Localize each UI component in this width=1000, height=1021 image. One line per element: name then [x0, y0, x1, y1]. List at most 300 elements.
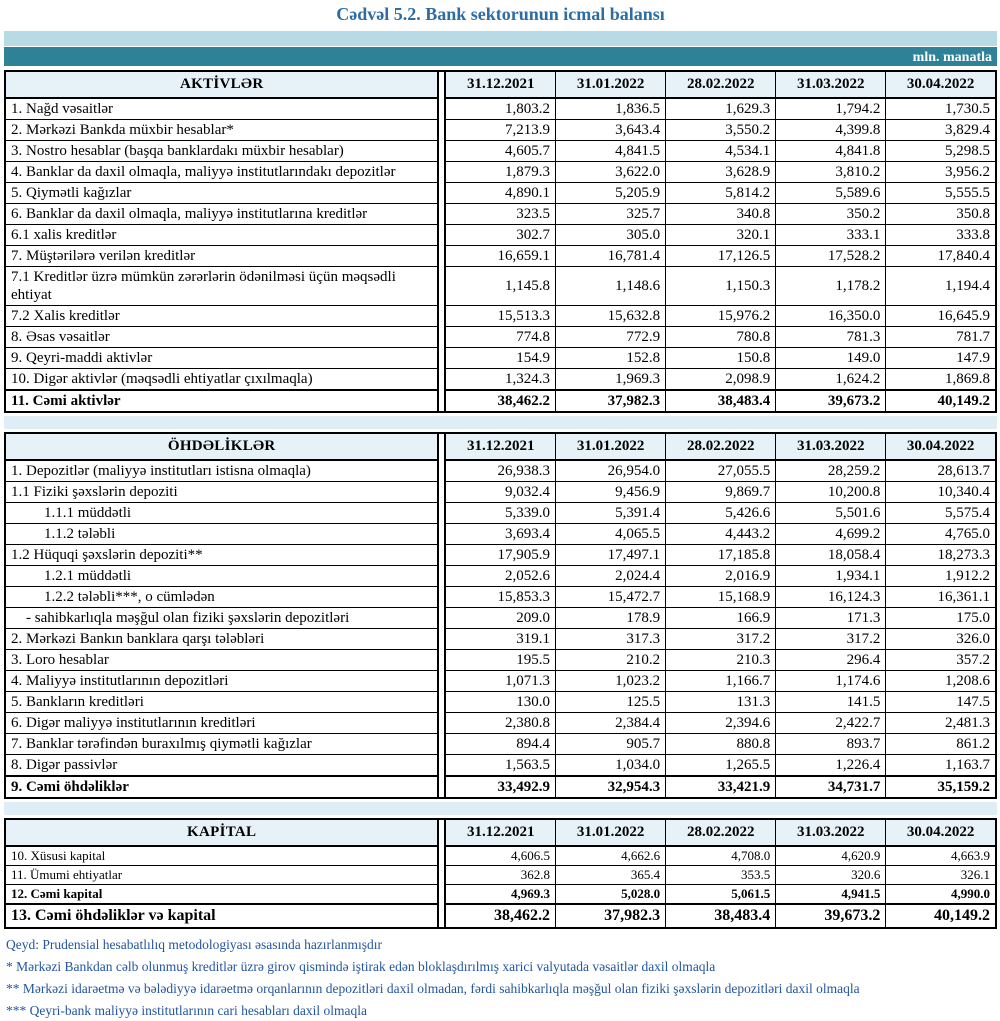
- value-cell: 15,976.2: [666, 306, 776, 327]
- value-cell: 38,483.4: [666, 904, 776, 928]
- value-cell: 16,645.9: [886, 306, 996, 327]
- value-cell: 5,814.2: [666, 183, 776, 204]
- footnote-line: *** Qeyri-bank maliyyə institutlarının cari hesabları daxil olmaqla: [6, 1002, 368, 1018]
- value-cell: 5,061.5: [666, 885, 776, 905]
- value-cell: 147.9: [886, 348, 996, 369]
- row-label: 12. Cəmi kapital: [5, 885, 438, 905]
- column-divider: [438, 306, 445, 327]
- table-row: [5, 524, 996, 545]
- row-label: 6. Digər maliyyə institutlarının kreditləri: [5, 713, 438, 734]
- value-cell: 305.0: [556, 225, 666, 246]
- table-row: [5, 369, 996, 391]
- value-cell: 17,840.4: [886, 246, 996, 267]
- value-cell: 17,497.1: [556, 545, 666, 566]
- value-cell: 1,869.8: [886, 369, 996, 391]
- value-cell: 154.9: [445, 348, 555, 369]
- value-cell: 15,853.3: [445, 587, 555, 608]
- row-label: 4. Banklar da daxil olmaqla, maliyyə institutlarındakı depozitlər: [5, 162, 438, 183]
- value-cell: 1,034.0: [556, 755, 666, 777]
- value-cell: 1,145.8: [445, 267, 555, 306]
- row-label: 1.1.2 tələbli: [5, 524, 438, 545]
- row-label: 1.2 Hüquqi şəxslərin depoziti**: [5, 545, 438, 566]
- table-row: [5, 755, 996, 777]
- column-divider: [438, 327, 445, 348]
- column-divider: [438, 246, 445, 267]
- table-row: [5, 503, 996, 524]
- value-cell: 325.7: [556, 204, 666, 225]
- column-divider: [438, 225, 445, 246]
- row-label: 5. Qiymətli kağızlar: [5, 183, 438, 204]
- row-label: 1.2.1 müddətli: [5, 566, 438, 587]
- value-cell: 1,836.5: [556, 98, 666, 120]
- value-cell: 5,426.6: [666, 503, 776, 524]
- value-cell: 4,969.3: [445, 885, 555, 905]
- value-cell: 4,765.0: [886, 524, 996, 545]
- value-cell: 3,693.4: [445, 524, 555, 545]
- section-header-row: [5, 433, 996, 460]
- table-row: [5, 608, 996, 629]
- table-row: [5, 267, 996, 306]
- value-cell: 1,023.2: [556, 671, 666, 692]
- value-cell: 131.3: [666, 692, 776, 713]
- column-divider: [438, 608, 445, 629]
- value-cell: 5,501.6: [776, 503, 886, 524]
- table-row: [5, 390, 996, 412]
- date-column-header: 28.02.2022: [666, 71, 776, 98]
- date-column-header: 28.02.2022: [666, 819, 776, 846]
- value-cell: 1,194.4: [886, 267, 996, 306]
- value-cell: 3,810.2: [776, 162, 886, 183]
- section-table-ohdelikler: [4, 432, 997, 799]
- value-cell: 5,391.4: [556, 503, 666, 524]
- value-cell: 4,606.5: [445, 846, 555, 866]
- value-cell: 26,938.3: [445, 460, 555, 482]
- section-table-aktivler: [4, 70, 997, 413]
- value-cell: 3,643.4: [556, 120, 666, 141]
- date-column-header: 31.01.2022: [556, 819, 666, 846]
- column-divider: [438, 545, 445, 566]
- page-title: Cədvəl 5.2. Bank sektorunun icmal balansı: [336, 4, 665, 24]
- table-row: [5, 904, 996, 928]
- value-cell: 772.9: [556, 327, 666, 348]
- value-cell: 362.8: [445, 866, 555, 885]
- column-divider: [438, 671, 445, 692]
- section-divider: [4, 802, 997, 815]
- date-column-header: 31.01.2022: [556, 433, 666, 460]
- value-cell: 39,673.2: [776, 390, 886, 412]
- row-label: 10. Xüsusi kapital: [5, 846, 438, 866]
- footnote-line: ** Mərkəzi idarəetmə və bələdiyyə idarəetmə orqanlarının depozitləri daxil olmadan, fərdi sahibkarlıqla məşğul olan fiziki şəxslərin depozitləri daxil olmaqla: [6, 980, 860, 996]
- value-cell: 9,869.7: [666, 482, 776, 503]
- value-cell: 3,829.4: [886, 120, 996, 141]
- table-row: [5, 587, 996, 608]
- value-cell: 39,673.2: [776, 904, 886, 928]
- value-cell: 15,168.9: [666, 587, 776, 608]
- row-label: 5. Bankların kreditləri: [5, 692, 438, 713]
- value-cell: 1,071.3: [445, 671, 555, 692]
- value-cell: 210.3: [666, 650, 776, 671]
- value-cell: 4,065.5: [556, 524, 666, 545]
- value-cell: 5,339.0: [445, 503, 555, 524]
- value-cell: 323.5: [445, 204, 555, 225]
- row-label: 3. Nostro hesablar (başqa banklardakı müxbir hesablar): [5, 141, 438, 162]
- column-divider: [438, 503, 445, 524]
- section-table-kapital: [4, 818, 997, 929]
- value-cell: 780.8: [666, 327, 776, 348]
- table-row: [5, 460, 996, 482]
- row-label: 8. Əsas vəsaitlər: [5, 327, 438, 348]
- value-cell: 4,990.0: [886, 885, 996, 905]
- value-cell: 340.8: [666, 204, 776, 225]
- row-label: 4. Maliyyə institutlarının depozitləri: [5, 671, 438, 692]
- column-divider: [438, 755, 445, 777]
- value-cell: 4,708.0: [666, 846, 776, 866]
- value-cell: 209.0: [445, 608, 555, 629]
- value-cell: 15,513.3: [445, 306, 555, 327]
- table-row: [5, 671, 996, 692]
- row-label: 11. Cəmi aktivlər: [5, 390, 438, 412]
- column-divider: [438, 587, 445, 608]
- table-row: [5, 246, 996, 267]
- value-cell: 1,226.4: [776, 755, 886, 777]
- value-cell: 40,149.2: [886, 904, 996, 928]
- value-cell: 1,730.5: [886, 98, 996, 120]
- report-page: [4, 4, 997, 1021]
- date-column-header: 31.03.2022: [776, 433, 886, 460]
- row-label: 9. Cəmi öhdəliklər: [5, 776, 438, 798]
- value-cell: 5,298.5: [886, 141, 996, 162]
- column-divider: [438, 866, 445, 885]
- value-cell: 175.0: [886, 608, 996, 629]
- value-cell: 38,483.4: [666, 390, 776, 412]
- value-cell: 317.2: [776, 629, 886, 650]
- value-cell: 16,659.1: [445, 246, 555, 267]
- value-cell: 1,166.7: [666, 671, 776, 692]
- value-cell: 319.1: [445, 629, 555, 650]
- column-divider: [438, 819, 445, 846]
- value-cell: 1,148.6: [556, 267, 666, 306]
- column-divider: [438, 776, 445, 798]
- value-cell: 5,589.6: [776, 183, 886, 204]
- value-cell: 152.8: [556, 348, 666, 369]
- row-label: 9. Qeyri-maddi aktivlər: [5, 348, 438, 369]
- value-cell: 37,982.3: [556, 904, 666, 928]
- table-row: [5, 327, 996, 348]
- section-divider: [4, 416, 997, 429]
- column-divider: [438, 904, 445, 928]
- value-cell: 195.5: [445, 650, 555, 671]
- value-cell: 5,575.4: [886, 503, 996, 524]
- section-header-row: [5, 71, 996, 98]
- column-divider: [438, 885, 445, 905]
- value-cell: 1,324.3: [445, 369, 555, 391]
- table-row: [5, 846, 996, 866]
- date-column-header: 28.02.2022: [666, 433, 776, 460]
- value-cell: 130.0: [445, 692, 555, 713]
- table-row: [5, 566, 996, 587]
- row-label: 7. Müştərilərə verilən kreditlər: [5, 246, 438, 267]
- value-cell: 2,481.3: [886, 713, 996, 734]
- value-cell: 320.6: [776, 866, 886, 885]
- table-row: [5, 141, 996, 162]
- value-cell: 26,954.0: [556, 460, 666, 482]
- value-cell: 357.2: [886, 650, 996, 671]
- value-cell: 16,124.3: [776, 587, 886, 608]
- date-column-header: 30.04.2022: [886, 71, 996, 98]
- table-row: [5, 162, 996, 183]
- value-cell: 1,150.3: [666, 267, 776, 306]
- value-cell: 38,462.2: [445, 904, 555, 928]
- value-cell: 4,605.7: [445, 141, 555, 162]
- value-cell: 894.4: [445, 734, 555, 755]
- value-cell: 38,462.2: [445, 390, 555, 412]
- column-divider: [438, 734, 445, 755]
- row-label: 2. Mərkəzi Bankın banklara qarşı tələbləri: [5, 629, 438, 650]
- value-cell: 1,912.2: [886, 566, 996, 587]
- value-cell: 302.7: [445, 225, 555, 246]
- section-header: KAPİTAL: [5, 819, 438, 846]
- row-label: 10. Digər aktivlər (məqsədli ehtiyatlar çıxılmaqla): [5, 369, 438, 391]
- value-cell: 16,781.4: [556, 246, 666, 267]
- column-divider: [438, 650, 445, 671]
- value-cell: 1,629.3: [666, 98, 776, 120]
- column-divider: [438, 369, 445, 391]
- section-header: AKTİVLƏR: [5, 71, 438, 98]
- column-divider: [438, 204, 445, 225]
- value-cell: 15,632.8: [556, 306, 666, 327]
- table-row: [5, 866, 996, 885]
- value-cell: 3,550.2: [666, 120, 776, 141]
- unit-label: mln. manatla: [912, 50, 992, 65]
- value-cell: 33,492.9: [445, 776, 555, 798]
- column-divider: [438, 433, 445, 460]
- value-cell: 1,174.6: [776, 671, 886, 692]
- table-row: [5, 306, 996, 327]
- table-row: [5, 482, 996, 503]
- row-label: 6. Banklar da daxil olmaqla, maliyyə institutlarına kreditlər: [5, 204, 438, 225]
- column-divider: [438, 460, 445, 482]
- column-divider: [438, 566, 445, 587]
- value-cell: 28,259.2: [776, 460, 886, 482]
- value-cell: 35,159.2: [886, 776, 996, 798]
- section-header-row: [5, 819, 996, 846]
- value-cell: 17,528.2: [776, 246, 886, 267]
- value-cell: 147.5: [886, 692, 996, 713]
- value-cell: 17,126.5: [666, 246, 776, 267]
- row-label: 1.1.1 müddətli: [5, 503, 438, 524]
- value-cell: 4,534.1: [666, 141, 776, 162]
- row-label: 8. Digər passivlər: [5, 755, 438, 777]
- value-cell: 17,185.8: [666, 545, 776, 566]
- value-cell: 7,213.9: [445, 120, 555, 141]
- value-cell: 16,361.1: [886, 587, 996, 608]
- value-cell: 141.5: [776, 692, 886, 713]
- value-cell: 1,624.2: [776, 369, 886, 391]
- footnotes: [4, 934, 997, 1021]
- value-cell: 1,934.1: [776, 566, 886, 587]
- value-cell: 4,443.2: [666, 524, 776, 545]
- footnote-line: * Mərkəzi Bankdan cəlb olunmuş kreditlər üzrə girov qismində iştirak edən bloklaşdırılmış xarici valyutada vəsaitlər daxil olmaqla: [6, 958, 716, 974]
- column-divider: [438, 846, 445, 866]
- value-cell: 4,699.2: [776, 524, 886, 545]
- column-divider: [438, 524, 445, 545]
- column-divider: [438, 629, 445, 650]
- value-cell: 893.7: [776, 734, 886, 755]
- value-cell: 33,421.9: [666, 776, 776, 798]
- column-divider: [438, 348, 445, 369]
- value-cell: 3,622.0: [556, 162, 666, 183]
- value-cell: 5,028.0: [556, 885, 666, 905]
- value-cell: 125.5: [556, 692, 666, 713]
- value-cell: 2,024.4: [556, 566, 666, 587]
- value-cell: 2,098.9: [666, 369, 776, 391]
- table-row: [5, 885, 996, 905]
- section-header: ÖHDƏLİKLƏR: [5, 433, 438, 460]
- value-cell: 5,555.5: [886, 183, 996, 204]
- value-cell: 296.4: [776, 650, 886, 671]
- value-cell: 1,794.2: [776, 98, 886, 120]
- table-row: [5, 734, 996, 755]
- value-cell: 1,803.2: [445, 98, 555, 120]
- value-cell: 2,384.4: [556, 713, 666, 734]
- value-cell: 171.3: [776, 608, 886, 629]
- value-cell: 350.2: [776, 204, 886, 225]
- table-row: [5, 225, 996, 246]
- value-cell: 1,265.5: [666, 755, 776, 777]
- date-column-header: 31.12.2021: [445, 433, 555, 460]
- value-cell: 1,563.5: [445, 755, 555, 777]
- value-cell: 4,662.6: [556, 846, 666, 866]
- value-cell: 861.2: [886, 734, 996, 755]
- value-cell: 3,956.2: [886, 162, 996, 183]
- value-cell: 781.3: [776, 327, 886, 348]
- row-label: 11. Ümumi ehtiyatlar: [5, 866, 438, 885]
- row-label: 3. Loro hesablar: [5, 650, 438, 671]
- value-cell: 1,163.7: [886, 755, 996, 777]
- table-row: [5, 183, 996, 204]
- value-cell: 28,613.7: [886, 460, 996, 482]
- column-divider: [438, 390, 445, 412]
- table-row: [5, 776, 996, 798]
- balance-tables: [4, 70, 997, 929]
- value-cell: 2,422.7: [776, 713, 886, 734]
- value-cell: 4,890.1: [445, 183, 555, 204]
- unit-band: [4, 47, 997, 66]
- row-label: - sahibkarlıqla məşğul olan fiziki şəxslərin depozitləri: [5, 608, 438, 629]
- value-cell: 4,841.5: [556, 141, 666, 162]
- date-column-header: 31.03.2022: [776, 819, 886, 846]
- value-cell: 4,941.5: [776, 885, 886, 905]
- value-cell: 34,731.7: [776, 776, 886, 798]
- row-label: 6.1 xalis kreditlər: [5, 225, 438, 246]
- value-cell: 326.0: [886, 629, 996, 650]
- value-cell: 210.2: [556, 650, 666, 671]
- value-cell: 5,205.9: [556, 183, 666, 204]
- date-column-header: 30.04.2022: [886, 819, 996, 846]
- column-divider: [438, 183, 445, 204]
- date-column-header: 30.04.2022: [886, 433, 996, 460]
- value-cell: 2,380.8: [445, 713, 555, 734]
- value-cell: 333.8: [886, 225, 996, 246]
- value-cell: 1,879.3: [445, 162, 555, 183]
- value-cell: 27,055.5: [666, 460, 776, 482]
- value-cell: 32,954.3: [556, 776, 666, 798]
- value-cell: 4,399.8: [776, 120, 886, 141]
- value-cell: 1,969.3: [556, 369, 666, 391]
- value-cell: 317.3: [556, 629, 666, 650]
- value-cell: 1,208.6: [886, 671, 996, 692]
- row-label: 13. Cəmi öhdəliklər və kapital: [5, 904, 438, 928]
- value-cell: 353.5: [666, 866, 776, 885]
- table-row: [5, 204, 996, 225]
- value-cell: 149.0: [776, 348, 886, 369]
- footnote-line: Qeyd: Prudensial hesabatlılıq metodologiyası əsasında hazırlanmışdır: [6, 937, 383, 952]
- column-divider: [438, 71, 445, 98]
- value-cell: 17,905.9: [445, 545, 555, 566]
- column-divider: [438, 713, 445, 734]
- value-cell: 18,273.3: [886, 545, 996, 566]
- row-label: 7.1 Kreditlər üzrə mümkün zərərlərin ödənilməsi üçün məqsədli ehtiyat: [5, 267, 438, 306]
- value-cell: 4,841.8: [776, 141, 886, 162]
- value-cell: 2,052.6: [445, 566, 555, 587]
- value-cell: 2,394.6: [666, 713, 776, 734]
- value-cell: 774.8: [445, 327, 555, 348]
- value-cell: 15,472.7: [556, 587, 666, 608]
- table-row: [5, 348, 996, 369]
- value-cell: 18,058.4: [776, 545, 886, 566]
- column-divider: [438, 98, 445, 120]
- column-divider: [438, 692, 445, 713]
- value-cell: 166.9: [666, 608, 776, 629]
- row-label: 1. Depozitlər (maliyyə institutları istisna olmaqla): [5, 460, 438, 482]
- row-label: 2. Mərkəzi Bankda müxbir hesablar*: [5, 120, 438, 141]
- value-cell: 9,456.9: [556, 482, 666, 503]
- table-row: [5, 713, 996, 734]
- value-cell: 10,200.8: [776, 482, 886, 503]
- column-divider: [438, 141, 445, 162]
- value-cell: 2,016.9: [666, 566, 776, 587]
- value-cell: 16,350.0: [776, 306, 886, 327]
- table-row: [5, 629, 996, 650]
- column-divider: [438, 267, 445, 306]
- value-cell: 10,340.4: [886, 482, 996, 503]
- column-divider: [438, 120, 445, 141]
- date-column-header: 31.03.2022: [776, 71, 886, 98]
- value-cell: 9,032.4: [445, 482, 555, 503]
- value-cell: 178.9: [556, 608, 666, 629]
- row-label: 7.2 Xalis kreditlər: [5, 306, 438, 327]
- value-cell: 3,628.9: [666, 162, 776, 183]
- row-label: 1.1 Fiziki şəxslərin depoziti: [5, 482, 438, 503]
- value-cell: 365.4: [556, 866, 666, 885]
- table-row: [5, 692, 996, 713]
- value-cell: 37,982.3: [556, 390, 666, 412]
- table-row: [5, 650, 996, 671]
- column-divider: [438, 482, 445, 503]
- value-cell: 4,620.9: [776, 846, 886, 866]
- value-cell: 781.7: [886, 327, 996, 348]
- row-label: 1. Nağd vəsaitlər: [5, 98, 438, 120]
- row-label: 7. Banklar tərəfindən buraxılmış qiymətli kağızlar: [5, 734, 438, 755]
- value-cell: 333.1: [776, 225, 886, 246]
- value-cell: 317.2: [666, 629, 776, 650]
- date-column-header: 31.12.2021: [445, 819, 555, 846]
- table-row: [5, 545, 996, 566]
- value-cell: 40,149.2: [886, 390, 996, 412]
- value-cell: 1,178.2: [776, 267, 886, 306]
- value-cell: 905.7: [556, 734, 666, 755]
- value-cell: 150.8: [666, 348, 776, 369]
